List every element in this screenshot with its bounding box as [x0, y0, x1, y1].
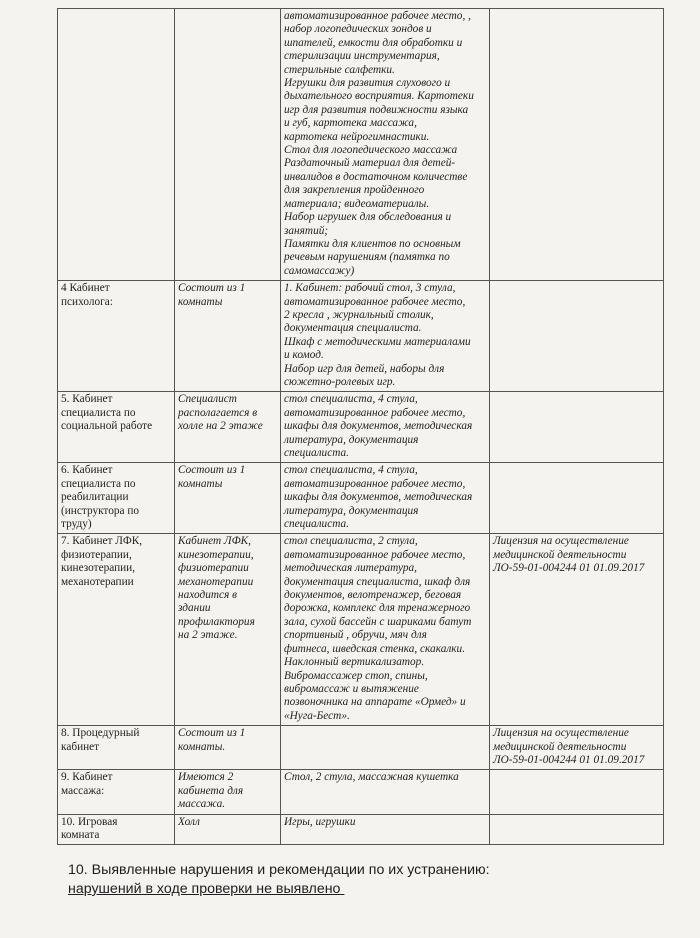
cell-text-line: фитнеса, шведская стенка, скакалки. — [284, 642, 466, 655]
cell-text-line: шкафы для документов, методическая — [284, 491, 473, 504]
cell-text-line: дыхательного восприятия. Картотеки — [284, 90, 474, 103]
room-structure-cell — [175, 9, 281, 281]
cell-text-line: труду) — [61, 518, 92, 531]
room-equipment-cell — [281, 770, 490, 814]
cell-text-line: Состоит из 1 — [178, 464, 246, 477]
cell-text-line: Кабинет ЛФК, — [178, 535, 251, 548]
facilities-table-body — [58, 9, 664, 845]
cell-text-line: стерильные салфетки. — [284, 63, 395, 76]
cell-text-line: и губ, картотека массажа, — [284, 117, 417, 130]
table-row — [58, 463, 664, 534]
cell-text-line: игр для развития подвижности языка — [284, 103, 469, 116]
cell-text-line: 4 Кабинет — [61, 282, 110, 295]
cell-text-line: картотека нейрогимнастики. — [284, 130, 430, 143]
cell-text-line: Холл — [178, 815, 200, 828]
cell-text-line: холле на 2 этаже — [178, 420, 263, 433]
cell-text-line: комнаты — [178, 295, 223, 308]
cell-text-line: стерилизации инструментария, — [284, 50, 440, 63]
cell-text-line: шкафы для документов, методическая — [284, 420, 473, 433]
room-name-cell — [58, 9, 175, 281]
cell-text-line: автоматизированное рабочее место, — [284, 477, 466, 490]
table-row — [58, 281, 664, 392]
findings-heading: 10. Выявленные нарушения и рекомендации по их устранению: — [68, 862, 490, 878]
room-name-cell — [58, 392, 175, 463]
cell-text-line: стол специалиста, 4 стула, — [284, 464, 418, 477]
table-row — [58, 9, 664, 281]
cell-text-line: самомассажу) — [284, 264, 355, 277]
cell-text-line: стол специалиста, 4 стула, — [284, 393, 418, 406]
cell-text-line: Шкаф с методическими материалами — [284, 335, 471, 348]
room-equipment-cell — [281, 534, 490, 726]
cell-text-line: комнаты. — [178, 740, 226, 753]
cell-text-line: медицинской деятельности — [493, 548, 627, 561]
cell-text-line: набор логопедических зондов и — [284, 23, 432, 36]
cell-text-line: располагается в — [178, 406, 258, 419]
table-row — [58, 534, 664, 726]
cell-text-line: «Нуга-Бест». — [284, 709, 350, 722]
room-license-cell — [490, 281, 664, 392]
room-name-cell — [58, 463, 175, 534]
cell-text-line: Стол для логопедического массажа — [284, 144, 458, 157]
cell-text-line: 5. Кабинет — [61, 393, 113, 406]
room-equipment-cell — [281, 726, 490, 770]
room-equipment-cell — [281, 814, 490, 845]
cell-text-line: дорожка, комплекс для тренажерного — [284, 602, 471, 615]
cell-text-line: автоматизированное рабочее место, — [284, 548, 466, 561]
cell-text-line: массажа. — [178, 798, 226, 811]
cell-text-line: на 2 этаже. — [178, 629, 238, 642]
room-license-cell — [490, 770, 664, 814]
room-name-cell — [58, 726, 175, 770]
cell-text-line: психолога: — [61, 295, 113, 308]
cell-text-line: физиотерапии — [178, 562, 249, 575]
cell-text-line: Памятки для клиентов по основным — [284, 237, 461, 250]
cell-text-line: медицинской деятельности — [493, 740, 627, 753]
room-license-cell — [490, 392, 664, 463]
cell-text-line: методическая литература, — [284, 562, 417, 575]
cell-text-line: литература, документация — [284, 433, 419, 446]
cell-text-line: реабилитации — [61, 491, 129, 504]
cell-text-line: массажа: — [61, 784, 105, 797]
room-name-cell — [58, 770, 175, 814]
cell-text-line: спортивный , обручи, мяч для — [284, 629, 427, 642]
table-row — [58, 770, 664, 814]
cell-text-line: Лицензия на осуществление — [493, 535, 629, 548]
room-structure-cell — [175, 463, 281, 534]
cell-text-line: 8. Процедурный — [61, 727, 140, 740]
room-name-cell — [58, 534, 175, 726]
cell-text-line: Состоит из 1 — [178, 727, 246, 740]
cell-text-line: инвалидов в достаточном количестве — [284, 170, 468, 183]
cell-text-line: документация специалиста. — [284, 322, 422, 335]
cell-text-line: и комод. — [284, 349, 324, 362]
room-equipment-cell — [281, 463, 490, 534]
cell-text-line: ЛО-59-01-004244 01 01.09.2017 — [493, 562, 645, 575]
table-row — [58, 726, 664, 770]
room-license-cell — [490, 814, 664, 845]
cell-text-line: позвоночника на аппарате «Ормед» и — [284, 696, 466, 709]
cell-text-line: Игрушки для развития слухового и — [284, 77, 451, 90]
cell-text-line: специалиста по — [61, 406, 136, 419]
cell-text-line: литература, документация — [284, 504, 419, 517]
cell-text-line: кинезотерапии, — [178, 548, 254, 561]
cell-text-line: (инструктора по — [61, 504, 140, 517]
cell-text-line: автоматизированное рабочее место, — [284, 406, 466, 419]
cell-text-line: специалиста. — [284, 518, 349, 531]
cell-text-line: Раздаточный материал для детей- — [284, 157, 456, 170]
room-structure-cell — [175, 726, 281, 770]
cell-text-line: сюжетно-ролевых игр. — [284, 375, 396, 388]
cell-text-line: кинезотерапии, — [61, 562, 136, 575]
room-structure-cell — [175, 392, 281, 463]
cell-text-line: Наклонный вертикализатор. — [284, 656, 425, 669]
cell-text-line: Набор игрушек для обследования и — [284, 211, 452, 224]
cell-text-line: механотерапии — [61, 575, 134, 588]
cell-text-line: автоматизированное рабочее место, , — [284, 10, 471, 22]
room-license-cell — [490, 463, 664, 534]
cell-text-line: профилактория — [178, 615, 255, 628]
room-name-cell — [58, 814, 175, 845]
room-name-cell — [58, 281, 175, 392]
cell-text-line: специалиста. — [284, 447, 349, 459]
cell-text-line: Вибромассажер стоп, спины, — [284, 669, 428, 682]
room-license-cell — [490, 534, 664, 726]
cell-text-line: 9. Кабинет — [61, 771, 113, 784]
cell-text-line: Имеются 2 — [178, 771, 234, 784]
cell-text-line: комнаты — [178, 477, 223, 490]
findings-section — [68, 861, 490, 899]
cell-text-line: вибромассаж и вытяжение — [284, 682, 419, 695]
room-equipment-cell — [281, 392, 490, 463]
facilities-table — [57, 8, 664, 845]
cell-text-line: Игры, игрушки — [284, 815, 356, 828]
cell-text-line: зала, сухой бассейн с шариками батут — [284, 615, 472, 628]
cell-text-line: документов, велотренажер, беговая — [284, 589, 462, 602]
cell-text-line: 2 кресла , журнальный столик, — [284, 308, 434, 321]
cell-text-line: речевым нарушениям (памятка по — [284, 251, 450, 264]
cell-text-line: материала; видеоматериалы. — [284, 197, 430, 210]
cell-text-line: Стол, 2 стула, массажная кушетка — [284, 771, 459, 784]
room-license-cell — [490, 9, 664, 281]
cell-text-line: шпателей, емкости для обработки и — [284, 36, 463, 49]
room-equipment-cell — [281, 9, 490, 281]
cell-text-line: кабинет — [61, 740, 100, 753]
cell-text-line: Специалист — [178, 393, 237, 406]
findings-result: нарушений в ходе проверки не выявлено — [68, 881, 345, 897]
room-structure-cell — [175, 281, 281, 392]
room-license-cell — [490, 726, 664, 770]
cell-text-line: занятий; — [284, 224, 329, 237]
cell-text-line: социальной работе — [61, 420, 153, 433]
cell-text-line: ЛО-59-01-004244 01 01.09.2017 — [493, 753, 645, 766]
cell-text-line: комната — [61, 828, 100, 841]
cell-text-line: стол специалиста, 2 стула, — [284, 535, 418, 548]
cell-text-line: автоматизированное рабочее место, — [284, 295, 466, 308]
room-structure-cell — [175, 534, 281, 726]
room-structure-cell — [175, 770, 281, 814]
cell-text-line: здании — [178, 602, 211, 615]
table-row — [58, 814, 664, 845]
cell-text-line: Состоит из 1 — [178, 282, 246, 295]
cell-text-line: механотерапии — [178, 575, 254, 588]
cell-text-line: 1. Кабинет: рабочий стол, 3 стула, — [284, 282, 456, 295]
room-structure-cell — [175, 814, 281, 845]
cell-text-line: для закрепления пройденного — [284, 184, 425, 197]
room-equipment-cell — [281, 281, 490, 392]
table-row — [58, 392, 664, 463]
cell-text-line: физиотерапии, — [61, 548, 132, 561]
cell-text-line: 6. Кабинет — [61, 464, 113, 477]
cell-text-line: 7. Кабинет ЛФК, — [61, 535, 143, 548]
cell-text-line: Набор игр для детей, наборы для — [284, 362, 445, 375]
cell-text-line: документация специалиста, шкаф для — [284, 575, 471, 588]
cell-text-line: 10. Игровая — [61, 815, 118, 828]
cell-text-line: Лицензия на осуществление — [493, 727, 629, 740]
cell-text-line: находится в — [178, 589, 237, 602]
cell-text-line: специалиста по — [61, 477, 136, 490]
cell-text-line: кабинета для — [178, 784, 244, 797]
